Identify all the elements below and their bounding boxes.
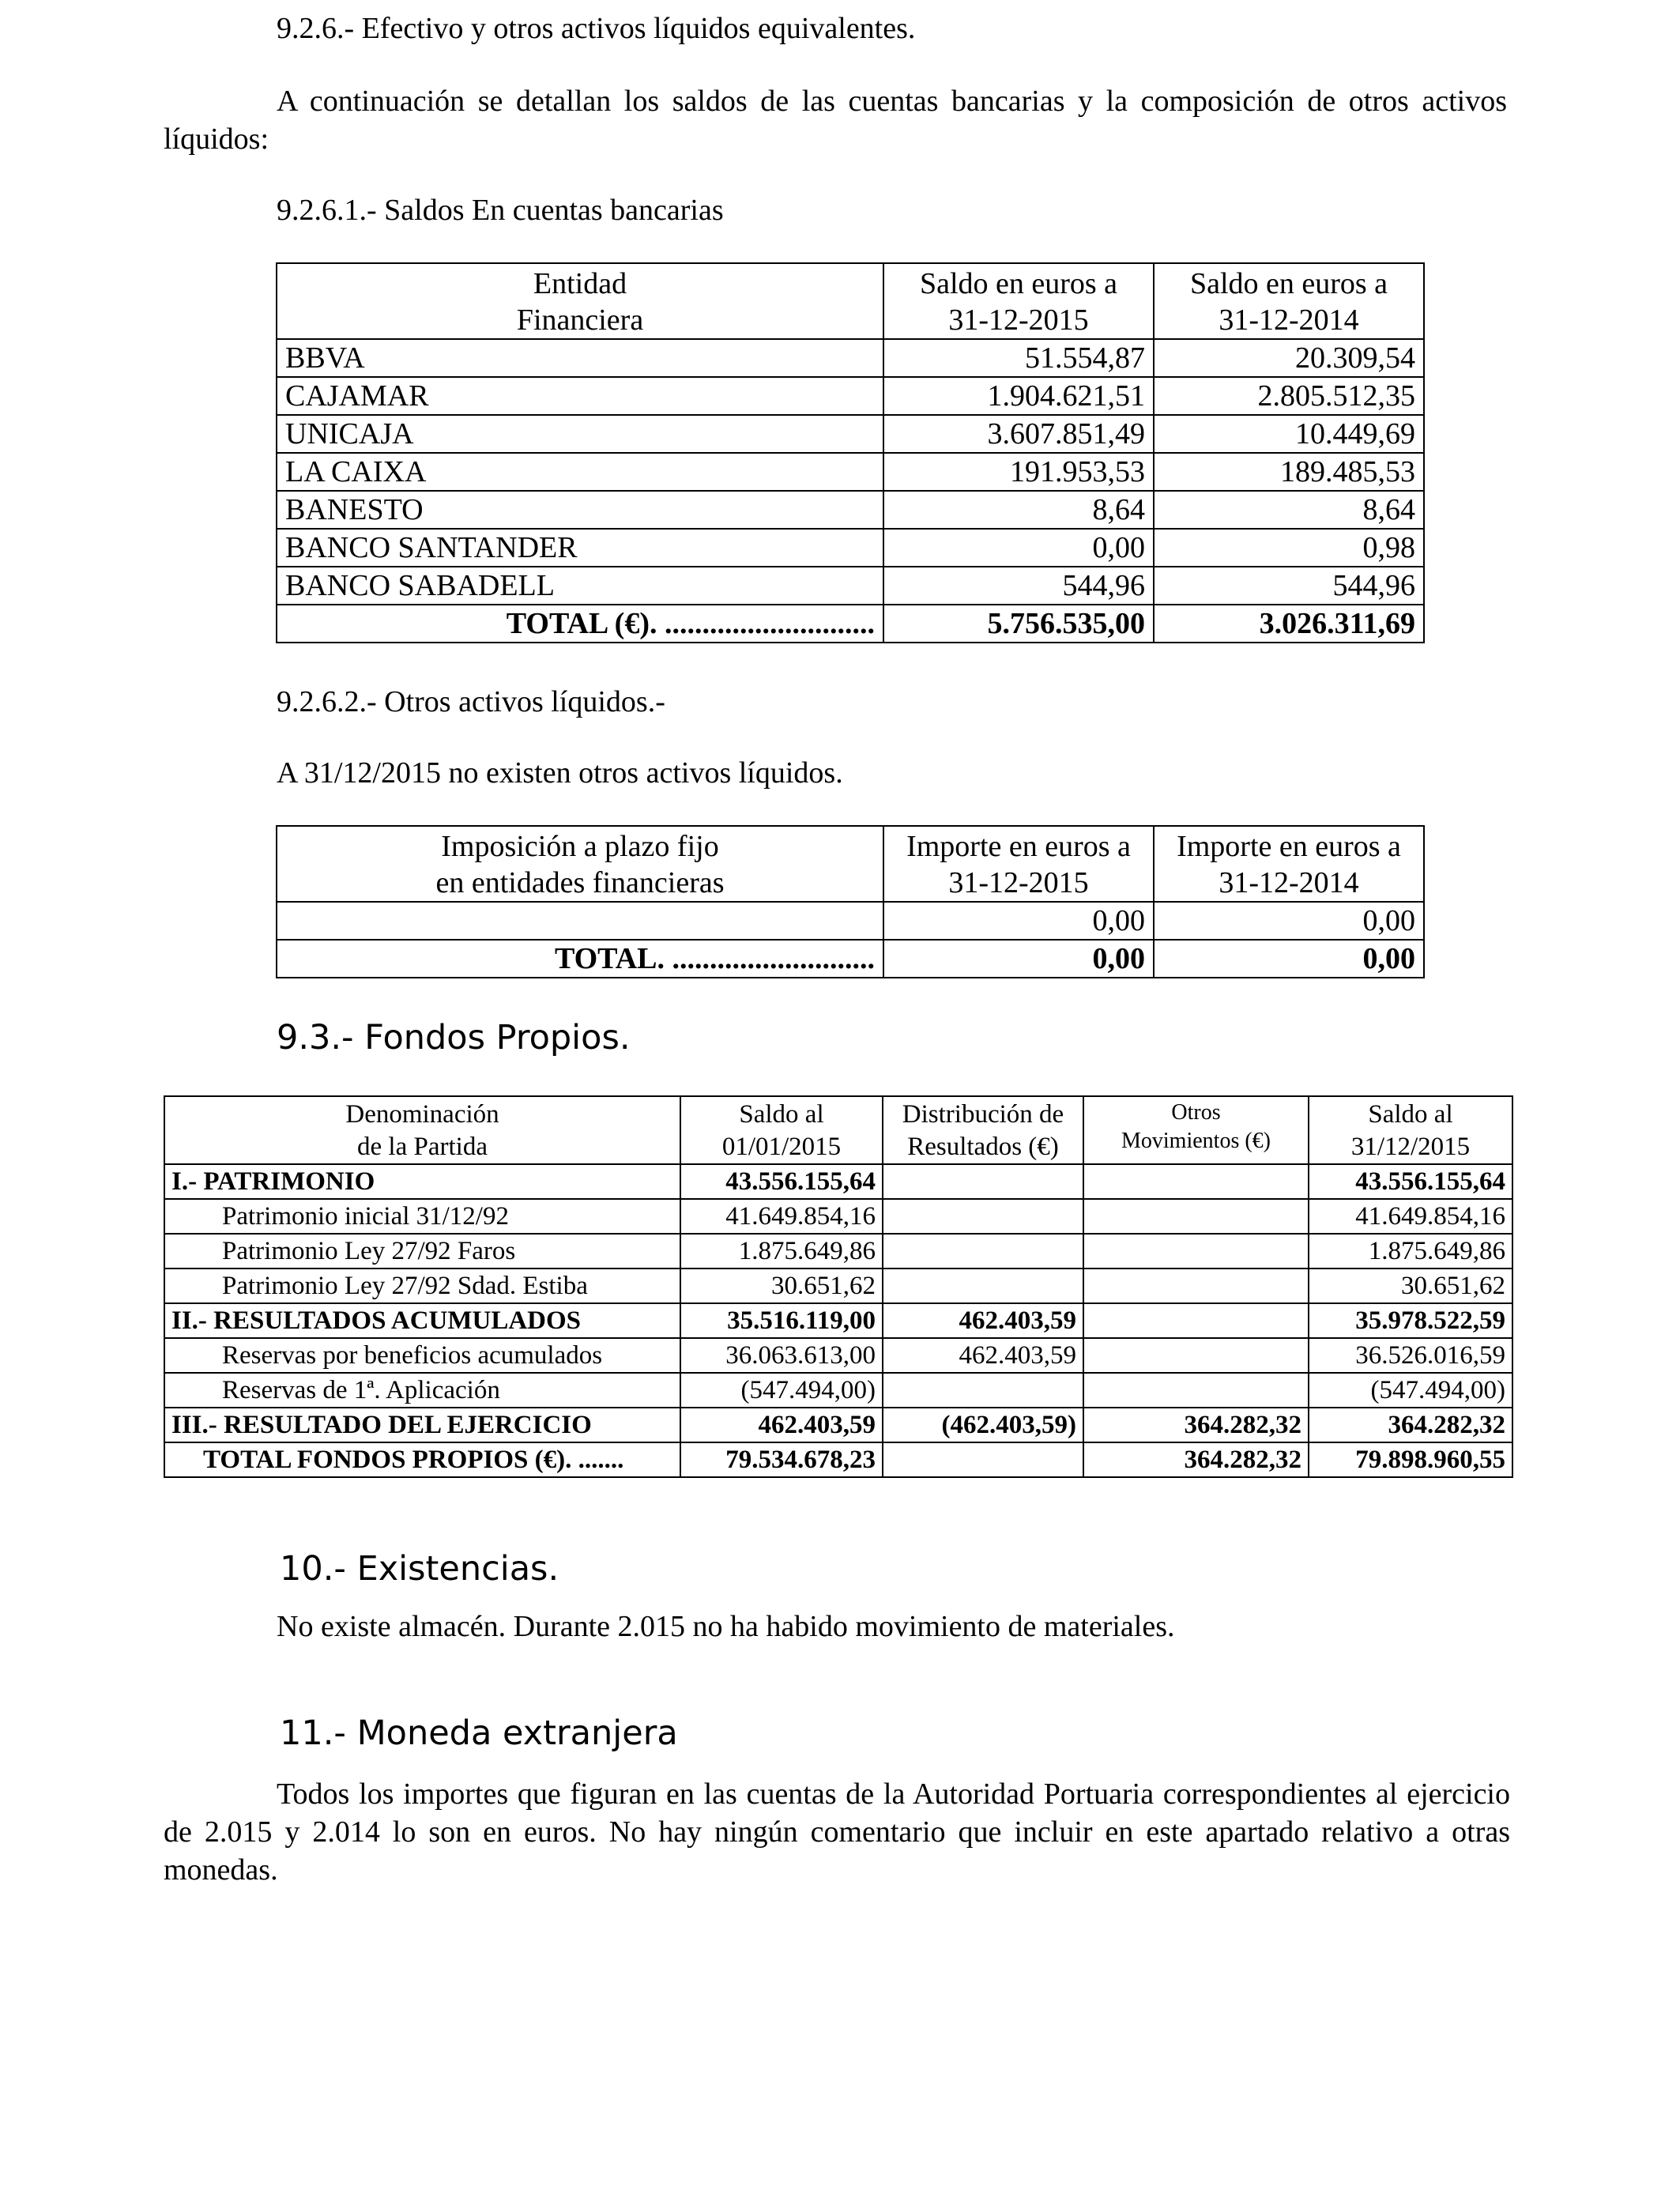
amount-cell: 1.875.649,86	[680, 1234, 883, 1269]
balance-2014-cell: 10.449,69	[1154, 415, 1424, 453]
total-row	[277, 605, 1424, 643]
column-header: Importe en euros a 31-12-2015	[883, 826, 1154, 902]
column-header: Otros Movimientos (€)	[1083, 1096, 1309, 1164]
table-header-row	[164, 1096, 1512, 1164]
entity-name-cell: BANESTO	[277, 491, 883, 529]
section-9-2-6-2-heading: 9.2.6.2.- Otros activos líquidos.-	[277, 685, 665, 718]
section-9-3-heading: 9.3.- Fondos Propios.	[277, 1018, 631, 1057]
table-row	[277, 491, 1424, 529]
column-header: Entidad Financiera	[277, 263, 883, 339]
amount-cell: 364.282,32	[1083, 1442, 1309, 1477]
amount-cell: 41.649.854,16	[680, 1199, 883, 1234]
table-header-row	[277, 826, 1424, 902]
item-label-cell: Reservas por beneficios acumulados	[164, 1338, 680, 1373]
total-label-cell: TOTAL. ...........................	[277, 940, 883, 978]
table-row	[164, 1338, 1512, 1373]
column-header: Saldo en euros a 31-12-2014	[1154, 263, 1424, 339]
total-label-cell: TOTAL (€). ............................	[277, 605, 883, 643]
amount-cell: (462.403,59)	[883, 1408, 1083, 1442]
table-row	[277, 415, 1424, 453]
section-10-text: No existe almacén. Durante 2.015 no ha habido movimiento de materiales.	[277, 1610, 1175, 1643]
column-header: Saldo al 31/12/2015	[1309, 1096, 1512, 1164]
column-header: Saldo en euros a 31-12-2015	[883, 263, 1154, 339]
balance-2014-cell: 544,96	[1154, 567, 1424, 605]
amount-cell	[883, 1269, 1083, 1303]
column-header: Importe en euros a 31-12-2014	[1154, 826, 1424, 902]
entity-name-cell: BANCO SANTANDER	[277, 529, 883, 567]
amount-cell: 462.403,59	[883, 1338, 1083, 1373]
amount-2015-cell: 0,00	[883, 902, 1154, 940]
table-row	[164, 1442, 1512, 1477]
amount-cell	[1083, 1164, 1309, 1199]
amount-cell	[1083, 1338, 1309, 1373]
item-label-cell: Patrimonio Ley 27/92 Faros	[164, 1234, 680, 1269]
balance-2015-cell: 544,96	[883, 567, 1154, 605]
bank-balances-table	[276, 262, 1425, 643]
entity-name-cell: CAJAMAR	[277, 377, 883, 415]
table-row	[277, 529, 1424, 567]
entity-name-cell: BBVA	[277, 339, 883, 377]
amount-cell: 35.516.119,00	[680, 1303, 883, 1338]
section-11-heading: 11.- Moneda extranjera	[280, 1713, 678, 1753]
amount-cell: 41.649.854,16	[1309, 1199, 1512, 1234]
column-header: Imposición a plazo fijo en entidades financieras	[277, 826, 883, 902]
section-9-2-6-1-heading: 9.2.6.1.- Saldos En cuentas bancarias	[277, 194, 724, 227]
balance-2015-cell: 191.953,53	[883, 453, 1154, 491]
amount-cell	[883, 1373, 1083, 1408]
amount-cell: 364.282,32	[1083, 1408, 1309, 1442]
column-header: Denominación de la Partida	[164, 1096, 680, 1164]
entity-name-cell: UNICAJA	[277, 415, 883, 453]
balance-2015-cell: 51.554,87	[883, 339, 1154, 377]
table-row	[277, 339, 1424, 377]
amount-cell: (547.494,00)	[1309, 1373, 1512, 1408]
deposit-name-cell	[277, 902, 883, 940]
item-label-cell: Reservas de 1ª. Aplicación	[164, 1373, 680, 1408]
balance-2015-cell: 1.904.621,51	[883, 377, 1154, 415]
amount-cell	[883, 1442, 1083, 1477]
section-10-heading: 10.- Existencias.	[280, 1549, 559, 1589]
amount-cell: 30.651,62	[680, 1269, 883, 1303]
section-11-text: Todos los importes que figuran en las cuentas de la Autoridad Portuaria correspondientes al ejercicio de 2.015 y 2.014 lo son en euros. No hay ningún comentario que incluir en este apartado relativo a otras monedas.	[164, 1777, 1510, 1887]
balance-2014-cell: 2.805.512,35	[1154, 377, 1424, 415]
table-row	[164, 1303, 1512, 1338]
section-9-2-6-2-text: A 31/12/2015 no existen otros activos líquidos.	[277, 756, 843, 790]
amount-cell: 364.282,32	[1309, 1408, 1512, 1442]
amount-cell: 1.875.649,86	[1309, 1234, 1512, 1269]
total-row	[277, 940, 1424, 978]
amount-cell	[1083, 1199, 1309, 1234]
table-row	[277, 377, 1424, 415]
table-row	[164, 1408, 1512, 1442]
section-9-2-6-heading: 9.2.6.- Efectivo y otros activos líquidos equivalentes.	[277, 12, 916, 45]
table-row	[277, 902, 1424, 940]
amount-cell	[1083, 1234, 1309, 1269]
amount-cell	[1083, 1269, 1309, 1303]
entity-name-cell: LA CAIXA	[277, 453, 883, 491]
item-label-cell: I.- PATRIMONIO	[164, 1164, 680, 1199]
table-row	[164, 1234, 1512, 1269]
item-label-cell: TOTAL FONDOS PROPIOS (€). .......	[164, 1442, 680, 1477]
table-header-row	[277, 263, 1424, 339]
amount-cell: 462.403,59	[883, 1303, 1083, 1338]
section-9-2-6-intro: A continuación se detallan los saldos de las cuentas bancarias y la composición de otros activos líquidos:	[164, 85, 1507, 156]
table-row	[277, 453, 1424, 491]
amount-2014-cell: 0,00	[1154, 902, 1424, 940]
table-row	[164, 1164, 1512, 1199]
item-label-cell: III.- RESULTADO DEL EJERCICIO	[164, 1408, 680, 1442]
amount-cell: 79.534.678,23	[680, 1442, 883, 1477]
balance-2015-cell: 8,64	[883, 491, 1154, 529]
amount-cell	[883, 1234, 1083, 1269]
total-2015-cell: 0,00	[883, 940, 1154, 978]
total-2014-cell: 0,00	[1154, 940, 1424, 978]
amount-cell	[1083, 1303, 1309, 1338]
table-row	[277, 567, 1424, 605]
total-2014-cell: 3.026.311,69	[1154, 605, 1424, 643]
table-row	[164, 1373, 1512, 1408]
amount-cell: 30.651,62	[1309, 1269, 1512, 1303]
equity-table	[164, 1095, 1513, 1478]
balance-2015-cell: 3.607.851,49	[883, 415, 1154, 453]
amount-cell: 43.556.155,64	[680, 1164, 883, 1199]
amount-cell: 462.403,59	[680, 1408, 883, 1442]
balance-2014-cell: 189.485,53	[1154, 453, 1424, 491]
balance-2015-cell: 0,00	[883, 529, 1154, 567]
amount-cell: 43.556.155,64	[1309, 1164, 1512, 1199]
amount-cell: (547.494,00)	[680, 1373, 883, 1408]
total-2015-cell: 5.756.535,00	[883, 605, 1154, 643]
table-row	[164, 1269, 1512, 1303]
entity-name-cell: BANCO SABADELL	[277, 567, 883, 605]
column-header: Saldo al 01/01/2015	[680, 1096, 883, 1164]
amount-cell: 36.526.016,59	[1309, 1338, 1512, 1373]
item-label-cell: Patrimonio Ley 27/92 Sdad. Estiba	[164, 1269, 680, 1303]
item-label-cell: II.- RESULTADOS ACUMULADOS	[164, 1303, 680, 1338]
balance-2014-cell: 20.309,54	[1154, 339, 1424, 377]
balance-2014-cell: 8,64	[1154, 491, 1424, 529]
item-label-cell: Patrimonio inicial 31/12/92	[164, 1199, 680, 1234]
amount-cell: 36.063.613,00	[680, 1338, 883, 1373]
amount-cell: 35.978.522,59	[1309, 1303, 1512, 1338]
column-header: Distribución de Resultados (€)	[883, 1096, 1083, 1164]
amount-cell	[1083, 1373, 1309, 1408]
deposits-table	[276, 825, 1425, 978]
amount-cell: 79.898.960,55	[1309, 1442, 1512, 1477]
balance-2014-cell: 0,98	[1154, 529, 1424, 567]
table-row	[164, 1199, 1512, 1234]
amount-cell	[883, 1199, 1083, 1234]
amount-cell	[883, 1164, 1083, 1199]
